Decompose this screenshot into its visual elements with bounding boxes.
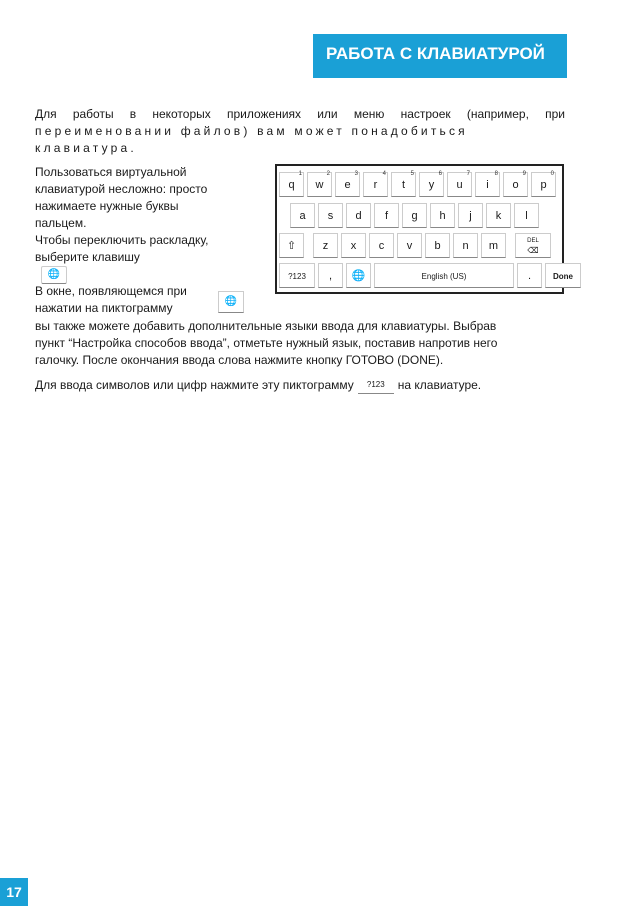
key-digit-hint: 2: [326, 171, 330, 177]
key-b[interactable]: b: [425, 233, 450, 258]
keyboard-row-1: [279, 172, 556, 197]
key-k[interactable]: k: [486, 203, 511, 228]
key-label: o: [512, 179, 519, 191]
key-a[interactable]: a: [290, 203, 315, 228]
backspace-icon: ⌫: [527, 246, 539, 255]
key-label: q: [288, 179, 295, 191]
key-label: i: [486, 179, 489, 191]
key-v[interactable]: v: [397, 233, 422, 258]
keyboard-row-3-letters: [313, 233, 506, 258]
key-label: r: [373, 179, 378, 191]
period-key[interactable]: .: [517, 263, 542, 288]
key-digit-hint: 4: [382, 171, 386, 177]
globe-icon-pictogram: 🌐: [218, 291, 244, 313]
key-digit-hint: 1: [298, 171, 302, 177]
key-label: e: [344, 179, 351, 191]
key-h[interactable]: h: [430, 203, 455, 228]
key-label: w: [315, 179, 324, 191]
side-line-4: пальцем.: [35, 216, 87, 230]
key-c[interactable]: c: [369, 233, 394, 258]
shift-key[interactable]: ⇧: [279, 233, 304, 258]
delete-label: DEL: [527, 238, 539, 244]
body-line-3: галочку. После окончания ввода слова нажмите кнопку ГОТОВО (DONE).: [35, 353, 444, 367]
symbols-instruction-a: Для ввода символов или цифр нажмите эту пиктограмму: [35, 378, 354, 392]
key-digit-hint: 9: [522, 171, 526, 177]
intro-paragraph: [35, 106, 565, 157]
key-j[interactable]: j: [458, 203, 483, 228]
key-digit-hint: 7: [466, 171, 470, 177]
header-bar: [313, 34, 567, 78]
key-n[interactable]: n: [453, 233, 478, 258]
key-q[interactable]: [279, 172, 304, 197]
symbols-key[interactable]: ?123: [279, 263, 315, 288]
keyboard-row-2: [290, 203, 539, 228]
page-number: 17: [0, 878, 28, 906]
key-z[interactable]: z: [313, 233, 338, 258]
intro-line-1: Для работы в некоторых приложениях или меню настроек (например, при: [35, 107, 565, 121]
key-w[interactable]: [307, 172, 332, 197]
key-s[interactable]: s: [318, 203, 343, 228]
window-note-paragraph: [35, 283, 235, 317]
space-key[interactable]: English (US): [374, 263, 514, 288]
globe-icon: 🌐: [41, 266, 67, 284]
key-label: p: [540, 179, 547, 191]
side-line-6: [35, 249, 245, 284]
side-line-6-text: выберите клавишу: [35, 250, 140, 264]
delete-key[interactable]: [515, 233, 551, 258]
key-x[interactable]: x: [341, 233, 366, 258]
key-u[interactable]: [447, 172, 472, 197]
side-line-5: Чтобы переключить раскладку,: [35, 233, 209, 247]
key-p[interactable]: [531, 172, 556, 197]
key-digit-hint: 3: [354, 171, 358, 177]
key-digit-hint: 0: [550, 171, 554, 177]
key-o[interactable]: [503, 172, 528, 197]
window-note-line-1: В окне, появляющемся при: [35, 284, 187, 298]
key-digit-hint: 6: [438, 171, 442, 177]
comma-key[interactable]: ,: [318, 263, 343, 288]
body-line-2: пункт “Настройка способов ввода”, отметьте нужный язык, поставив напротив него: [35, 336, 498, 350]
key-m[interactable]: m: [481, 233, 506, 258]
done-key[interactable]: Done: [545, 263, 581, 288]
key-e[interactable]: [335, 172, 360, 197]
window-note-line-2: нажатии на пиктограмму: [35, 301, 173, 315]
key-y[interactable]: [419, 172, 444, 197]
key-label: t: [401, 179, 406, 191]
key-digit-hint: 8: [494, 171, 498, 177]
intro-line-2: переименовании файлов) вам может понадобиться клавиатура.: [35, 124, 468, 155]
body-paragraph: [35, 318, 565, 369]
key-t[interactable]: [391, 172, 416, 197]
symbols-key-pictogram: ?123: [358, 377, 394, 394]
side-line-1: Пользоваться виртуальной: [35, 165, 187, 179]
key-l[interactable]: l: [514, 203, 539, 228]
key-digit-hint: 5: [410, 171, 414, 177]
page-title: РАБОТА С КЛАВИАТУРОЙ: [326, 44, 545, 63]
key-f[interactable]: f: [374, 203, 399, 228]
key-label: u: [456, 179, 463, 191]
keyboard-row-4: [279, 263, 581, 288]
body-line-1: вы также можете добавить дополнительные языки ввода для клавиатуры. Выбрав: [35, 319, 497, 333]
side-paragraph: [35, 164, 245, 284]
key-label: y: [428, 179, 435, 191]
symbols-instruction: [35, 377, 565, 394]
key-r[interactable]: [363, 172, 388, 197]
keyboard-row-3: [279, 233, 551, 258]
key-d[interactable]: d: [346, 203, 371, 228]
globe-key[interactable]: 🌐: [346, 263, 371, 288]
symbols-instruction-b: на клавиатуре.: [397, 378, 482, 392]
key-i[interactable]: [475, 172, 500, 197]
virtual-keyboard: [275, 164, 573, 294]
side-line-3: нажимаете нужные буквы: [35, 199, 179, 213]
side-line-2: клавиатурой несложно: просто: [35, 182, 208, 196]
key-g[interactable]: g: [402, 203, 427, 228]
